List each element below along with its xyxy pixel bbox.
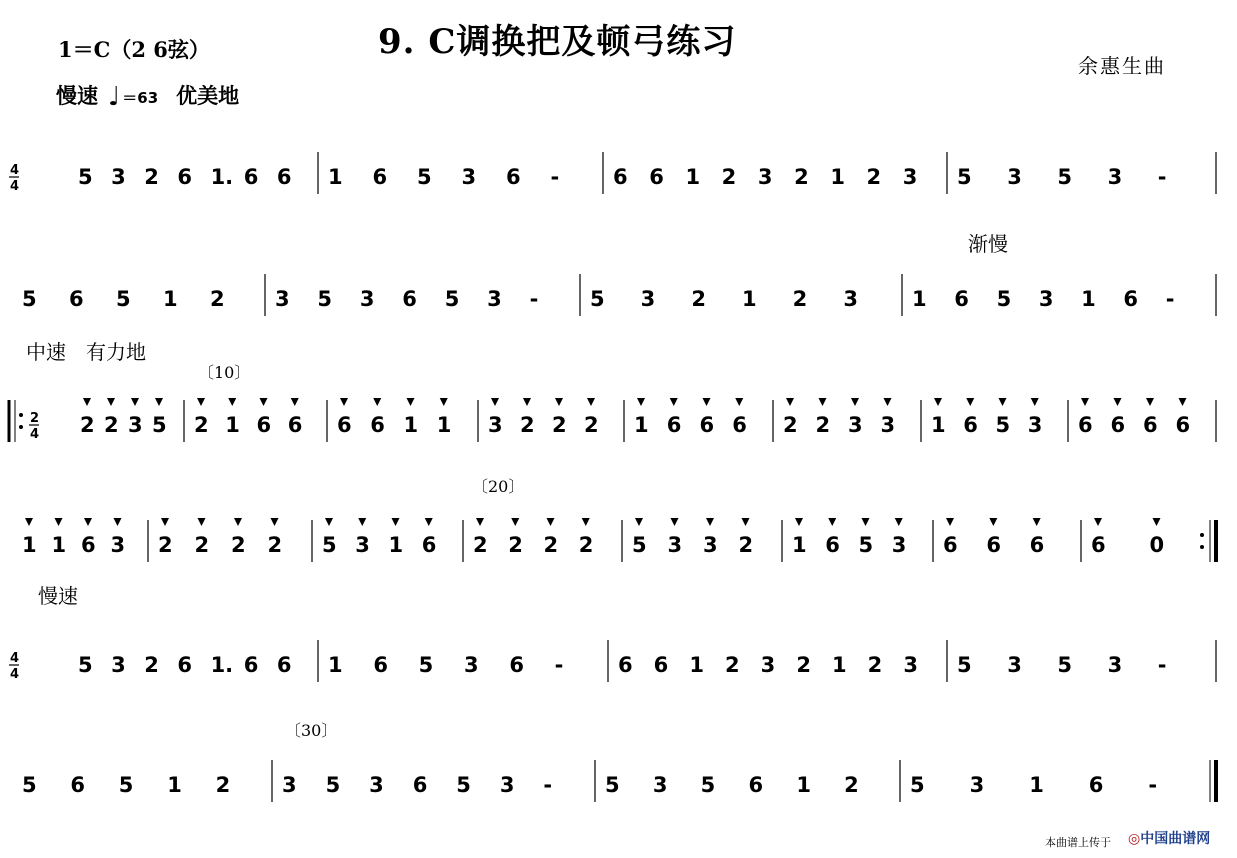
- jianpu-note: 3: [903, 653, 918, 677]
- repeat-dot: [19, 425, 23, 429]
- jianpu-note: 2: [80, 413, 95, 437]
- staccato-wedge: [706, 518, 714, 526]
- staccato-wedge: [1179, 398, 1187, 406]
- jianpu-note: 0: [1149, 533, 1165, 557]
- staccato-wedge: [934, 398, 942, 406]
- jianpu-note: 2: [794, 165, 809, 189]
- jianpu-note: 5: [995, 413, 1011, 437]
- jianpu-note: 1: [1081, 287, 1096, 311]
- jianpu-note: 3: [843, 287, 858, 311]
- staccato-wedge: [228, 398, 236, 406]
- jianpu-note: 3: [667, 533, 683, 557]
- notation-layer: [9, 152, 1216, 802]
- staccato-wedge: [999, 398, 1007, 406]
- jianpu-note: 2: [473, 533, 488, 557]
- jianpu-note: 3: [1107, 165, 1123, 189]
- staccato-wedge: [1153, 518, 1161, 526]
- jianpu-note: 2: [721, 165, 737, 189]
- jianpu-note: 1.: [210, 653, 234, 677]
- jianpu-note: 1: [328, 653, 343, 677]
- jianpu-note: 6: [373, 653, 388, 677]
- jianpu-note: 3: [891, 533, 907, 557]
- jianpu-note: 3: [1107, 653, 1123, 677]
- jianpu-note: 6: [177, 165, 193, 189]
- jianpu-note: 2: [194, 413, 209, 437]
- staccato-wedge: [670, 398, 678, 406]
- jianpu-note: 1: [403, 413, 419, 437]
- jianpu-note: 3: [760, 653, 776, 677]
- jianpu-note: 2: [215, 773, 231, 797]
- staccato-wedge: [440, 398, 448, 406]
- rehearsal-mark-30: 〔30〕: [285, 721, 338, 740]
- staccato-wedge: [851, 398, 859, 406]
- jianpu-note: 1: [792, 533, 807, 557]
- tempo-term: 慢速: [56, 84, 98, 108]
- staccato-wedge: [340, 398, 348, 406]
- jianpu-note: 2: [144, 165, 159, 189]
- staccato-wedge: [198, 518, 206, 526]
- jianpu-note: 1: [22, 533, 37, 557]
- jianpu-note: 3: [1007, 165, 1022, 189]
- staccato-wedge: [260, 398, 268, 406]
- jianpu-note: 1: [163, 287, 178, 311]
- jianpu-note: 3: [969, 773, 985, 797]
- jianpu-note: 5: [116, 287, 131, 311]
- jianpu-note: 3: [902, 165, 918, 189]
- jianpu-note: 5: [317, 287, 333, 311]
- staccato-wedge: [637, 398, 645, 406]
- jianpu-note: 5: [456, 773, 471, 797]
- staccato-wedge: [587, 398, 595, 406]
- jianpu-note: 1: [167, 773, 182, 797]
- jianpu-note: 6: [1088, 773, 1104, 797]
- staccato-wedge: [884, 398, 892, 406]
- jianpu-note: 1.: [210, 165, 234, 189]
- jianpu-note: 5: [1057, 165, 1073, 189]
- jianpu-note: 6: [699, 413, 715, 437]
- jianpu-note: 6: [81, 533, 96, 557]
- jianpu-note: -: [529, 287, 539, 311]
- staccato-wedge: [582, 518, 590, 526]
- jianpu-note: 2: [691, 287, 706, 311]
- jianpu-note: 6: [666, 413, 682, 437]
- staccato-wedge: [425, 518, 433, 526]
- staccato-wedge: [1094, 518, 1102, 526]
- jianpu-note: 1: [830, 165, 845, 189]
- jianpu-note: 6: [1123, 287, 1139, 311]
- jianpu-note: 6: [509, 653, 524, 677]
- jianpu-note: 5: [22, 773, 37, 797]
- jianpu-note: 6: [69, 287, 84, 311]
- staccato-wedge: [291, 398, 299, 406]
- staccato-wedge: [25, 518, 33, 526]
- jianpu-note: -: [1157, 165, 1167, 189]
- jianpu-note: 2: [520, 413, 535, 437]
- jianpu-note: 3: [461, 165, 477, 189]
- jianpu-note: 6: [732, 413, 747, 437]
- jianpu-note: 3: [111, 653, 126, 677]
- jianpu-note: 6: [402, 287, 417, 311]
- jianpu-note: 2: [578, 533, 594, 557]
- jianpu-note: 6: [70, 773, 86, 797]
- staccato-wedge: [271, 518, 279, 526]
- jianpu-note: 6: [1078, 413, 1093, 437]
- jianpu-note: 6: [337, 413, 352, 437]
- staccato-wedge: [55, 518, 63, 526]
- jianpu-note: 5: [417, 165, 432, 189]
- staccato-wedge: [511, 518, 519, 526]
- jianpu-note: 2: [508, 533, 523, 557]
- jianpu-note: 6: [954, 287, 969, 311]
- jianpu-note: 1: [689, 653, 704, 677]
- jianpu-note: -: [543, 773, 553, 797]
- jianpu-note: 2: [796, 653, 811, 677]
- staccato-wedge: [989, 518, 997, 526]
- jianpu-note: 6: [943, 533, 958, 557]
- rehearsal-mark-10: 〔10〕: [198, 363, 251, 382]
- staccato-wedge: [155, 398, 163, 406]
- jianpu-note: 3: [282, 773, 297, 797]
- jianpu-note: 2: [552, 413, 567, 437]
- jianpu-note: 2: [844, 773, 859, 797]
- staccato-wedge: [671, 518, 679, 526]
- quarter-note-icon: ♩: [108, 82, 121, 112]
- jianpu-note: 6: [243, 165, 259, 189]
- jianpu-note: 5: [22, 287, 37, 311]
- jianpu-note: 3: [1038, 287, 1054, 311]
- jianpu-note: 1: [436, 413, 452, 437]
- jianpu-note: 5: [1057, 653, 1073, 677]
- jianpu-note: 6: [986, 533, 1001, 557]
- jianpu-note: 6: [613, 165, 628, 189]
- jianpu-note: 6: [243, 653, 259, 677]
- staccato-wedge: [476, 518, 484, 526]
- jianpu-note: 1: [912, 287, 927, 311]
- jianpu-note: 5: [700, 773, 716, 797]
- jianpu-note: 6: [1143, 413, 1158, 437]
- staccato-wedge: [828, 518, 836, 526]
- jianpu-note: 3: [757, 165, 773, 189]
- jianpu-note: 2: [543, 533, 559, 557]
- jianpu-note: 6: [370, 413, 385, 437]
- jianpu-note: 2: [866, 165, 882, 189]
- staccato-wedge: [1114, 398, 1122, 406]
- jianpu-note: 6: [1175, 413, 1191, 437]
- score-title: 9. C调换把及顿弓练习: [378, 22, 737, 62]
- jianpu-note: 2: [194, 533, 210, 557]
- staccato-wedge: [407, 398, 415, 406]
- jianpu-note: 6: [649, 165, 664, 189]
- time-signature-bottom: 4: [30, 427, 40, 442]
- repeat-dot: [1200, 533, 1204, 537]
- jianpu-note: 2: [584, 413, 599, 437]
- staccato-wedge: [84, 518, 92, 526]
- jianpu-note: 5: [152, 413, 167, 437]
- time-signature-top: 4: [10, 651, 20, 666]
- jianpu-note: 5: [78, 653, 93, 677]
- time-signature-top: 4: [10, 163, 20, 178]
- jianpu-note: 6: [177, 653, 193, 677]
- jianpu-note: 2: [815, 413, 831, 437]
- time-signature-top: 2: [30, 411, 40, 426]
- jianpu-note: -: [1157, 653, 1167, 677]
- staccato-wedge: [358, 518, 366, 526]
- staccato-wedge: [1081, 398, 1089, 406]
- staccato-wedge: [1031, 398, 1039, 406]
- staccato-wedge: [786, 398, 794, 406]
- jianpu-note: 1: [634, 413, 649, 437]
- jianpu-note: 3: [703, 533, 718, 557]
- staccato-wedge: [547, 518, 555, 526]
- jianpu-note: 2: [267, 533, 283, 557]
- jianpu-note: 1: [742, 287, 757, 311]
- jianpu-note: 5: [418, 653, 434, 677]
- jianpu-note: 5: [910, 773, 925, 797]
- staccato-wedge: [83, 398, 91, 406]
- jianpu-note: 6: [372, 165, 388, 189]
- time-signature-bottom: 4: [10, 667, 20, 682]
- jianpu-note: 6: [412, 773, 428, 797]
- jianpu-note: 3: [128, 413, 143, 437]
- staccato-wedge: [373, 398, 381, 406]
- jianpu-note: 5: [444, 287, 460, 311]
- composer-credit: 余惠生曲: [1078, 54, 1166, 78]
- staccato-wedge: [523, 398, 531, 406]
- jianpu-note: 2: [210, 287, 225, 311]
- staccato-wedge: [635, 518, 643, 526]
- jianpu-note: 6: [421, 533, 437, 557]
- jianpu-note: 6: [1110, 413, 1126, 437]
- jianpu-note: 6: [618, 653, 633, 677]
- jianpu-note: 5: [78, 165, 93, 189]
- staccato-wedge: [795, 518, 803, 526]
- jianpu-note: 6: [276, 653, 292, 677]
- site-name: 中国曲谱网: [1140, 831, 1211, 847]
- jianpu-note: 3: [275, 287, 290, 311]
- jianpu-note: 5: [957, 653, 972, 677]
- repeat-dot: [19, 413, 23, 417]
- jianpu-note: 2: [144, 653, 159, 677]
- jianpu-note: 1: [225, 413, 240, 437]
- jianpu-note: 2: [725, 653, 740, 677]
- jianpu-note: 2: [104, 413, 119, 437]
- staccato-wedge: [107, 398, 115, 406]
- jianpu-note: 5: [605, 773, 620, 797]
- jianpu-note: 2: [867, 653, 883, 677]
- jianpu-note: 6: [1029, 533, 1045, 557]
- jianpu-note: 3: [499, 773, 515, 797]
- jianpu-note: 2: [738, 533, 754, 557]
- time-signature-bottom: 4: [10, 179, 20, 194]
- jianpu-note: 5: [858, 533, 874, 557]
- jianpu-note: 6: [276, 165, 292, 189]
- jianpu-note: 3: [355, 533, 370, 557]
- staccato-wedge: [161, 518, 169, 526]
- upload-note: 本曲谱上传于: [1045, 836, 1111, 849]
- repeat-dot: [1200, 545, 1204, 549]
- staccato-wedge: [197, 398, 205, 406]
- jianpu-note: 1: [832, 653, 847, 677]
- staccato-wedge: [491, 398, 499, 406]
- jianpu-note: -: [1148, 773, 1158, 797]
- jianpu-note: 5: [322, 533, 337, 557]
- jianpu-note: 3: [1007, 653, 1022, 677]
- jianpu-note: 5: [325, 773, 341, 797]
- staccato-wedge: [966, 398, 974, 406]
- staccato-wedge: [703, 398, 711, 406]
- jianpu-note: 1: [685, 165, 701, 189]
- jianpu-note: 5: [957, 165, 972, 189]
- jianpu-note: 3: [880, 413, 896, 437]
- jianpu-note: 6: [1091, 533, 1106, 557]
- jianpu-note: 1: [1029, 773, 1044, 797]
- expression-mark: 优美地: [176, 84, 240, 108]
- jianpu-note: 2: [792, 287, 808, 311]
- staccato-wedge: [1033, 518, 1041, 526]
- staccato-wedge: [742, 518, 750, 526]
- staccato-wedge: [325, 518, 333, 526]
- ritard-label: 渐慢: [968, 232, 1008, 256]
- jianpu-note: 6: [825, 533, 840, 557]
- jianpu-note: 5: [996, 287, 1012, 311]
- reprise-tempo-label: 慢速: [38, 584, 78, 608]
- staccato-wedge: [234, 518, 242, 526]
- key-signature: 1＝C（2 6弦）: [58, 37, 210, 62]
- jianpu-note: 1: [328, 165, 343, 189]
- site-watermark: ◎中国曲谱网: [1128, 831, 1211, 847]
- jianpu-note: 6: [748, 773, 764, 797]
- jianpu-note: 3: [848, 413, 863, 437]
- jianpu-note: 2: [158, 533, 173, 557]
- jianpu-note: 2: [231, 533, 246, 557]
- jianpu-note: 6: [256, 413, 272, 437]
- staccato-wedge: [131, 398, 139, 406]
- jianpu-note: 3: [110, 533, 126, 557]
- jianpu-note: 5: [590, 287, 605, 311]
- jianpu-note: 3: [359, 287, 375, 311]
- jianpu-note: 3: [488, 413, 503, 437]
- jianpu-note: 3: [369, 773, 384, 797]
- jianpu-note: 3: [111, 165, 126, 189]
- jianpu-note: 3: [652, 773, 668, 797]
- staccato-wedge: [946, 518, 954, 526]
- staccato-wedge: [819, 398, 827, 406]
- jianpu-note: -: [550, 165, 560, 189]
- jianpu-note: 1: [51, 533, 67, 557]
- jianpu-note: 3: [464, 653, 479, 677]
- jianpu-note: 1: [388, 533, 404, 557]
- staccato-wedge: [895, 518, 903, 526]
- jianpu-note: 6: [287, 413, 303, 437]
- jianpu-note: 3: [487, 287, 502, 311]
- jianpu-note: 1: [931, 413, 946, 437]
- jianpu-note: 6: [653, 653, 669, 677]
- jianpu-note: 5: [118, 773, 134, 797]
- staccato-wedge: [555, 398, 563, 406]
- jianpu-note: -: [554, 653, 564, 677]
- jianpu-note: -: [1165, 287, 1175, 311]
- jianpu-note: 6: [506, 165, 521, 189]
- middle-tempo-label: 中速 有力地: [26, 340, 146, 364]
- staccato-wedge: [735, 398, 743, 406]
- jianpu-note: 6: [963, 413, 978, 437]
- rehearsal-mark-20: 〔20〕: [472, 477, 525, 496]
- jianpu-note: 1: [796, 773, 811, 797]
- staccato-wedge: [862, 518, 870, 526]
- staccato-wedge: [1146, 398, 1154, 406]
- staccato-wedge: [392, 518, 400, 526]
- staccato-wedge: [114, 518, 122, 526]
- jianpu-note: 5: [632, 533, 647, 557]
- metronome-mark: ＝63: [122, 89, 159, 107]
- jianpu-note: 3: [1027, 413, 1043, 437]
- jianpu-note: 3: [640, 287, 656, 311]
- jianpu-note: 2: [783, 413, 798, 437]
